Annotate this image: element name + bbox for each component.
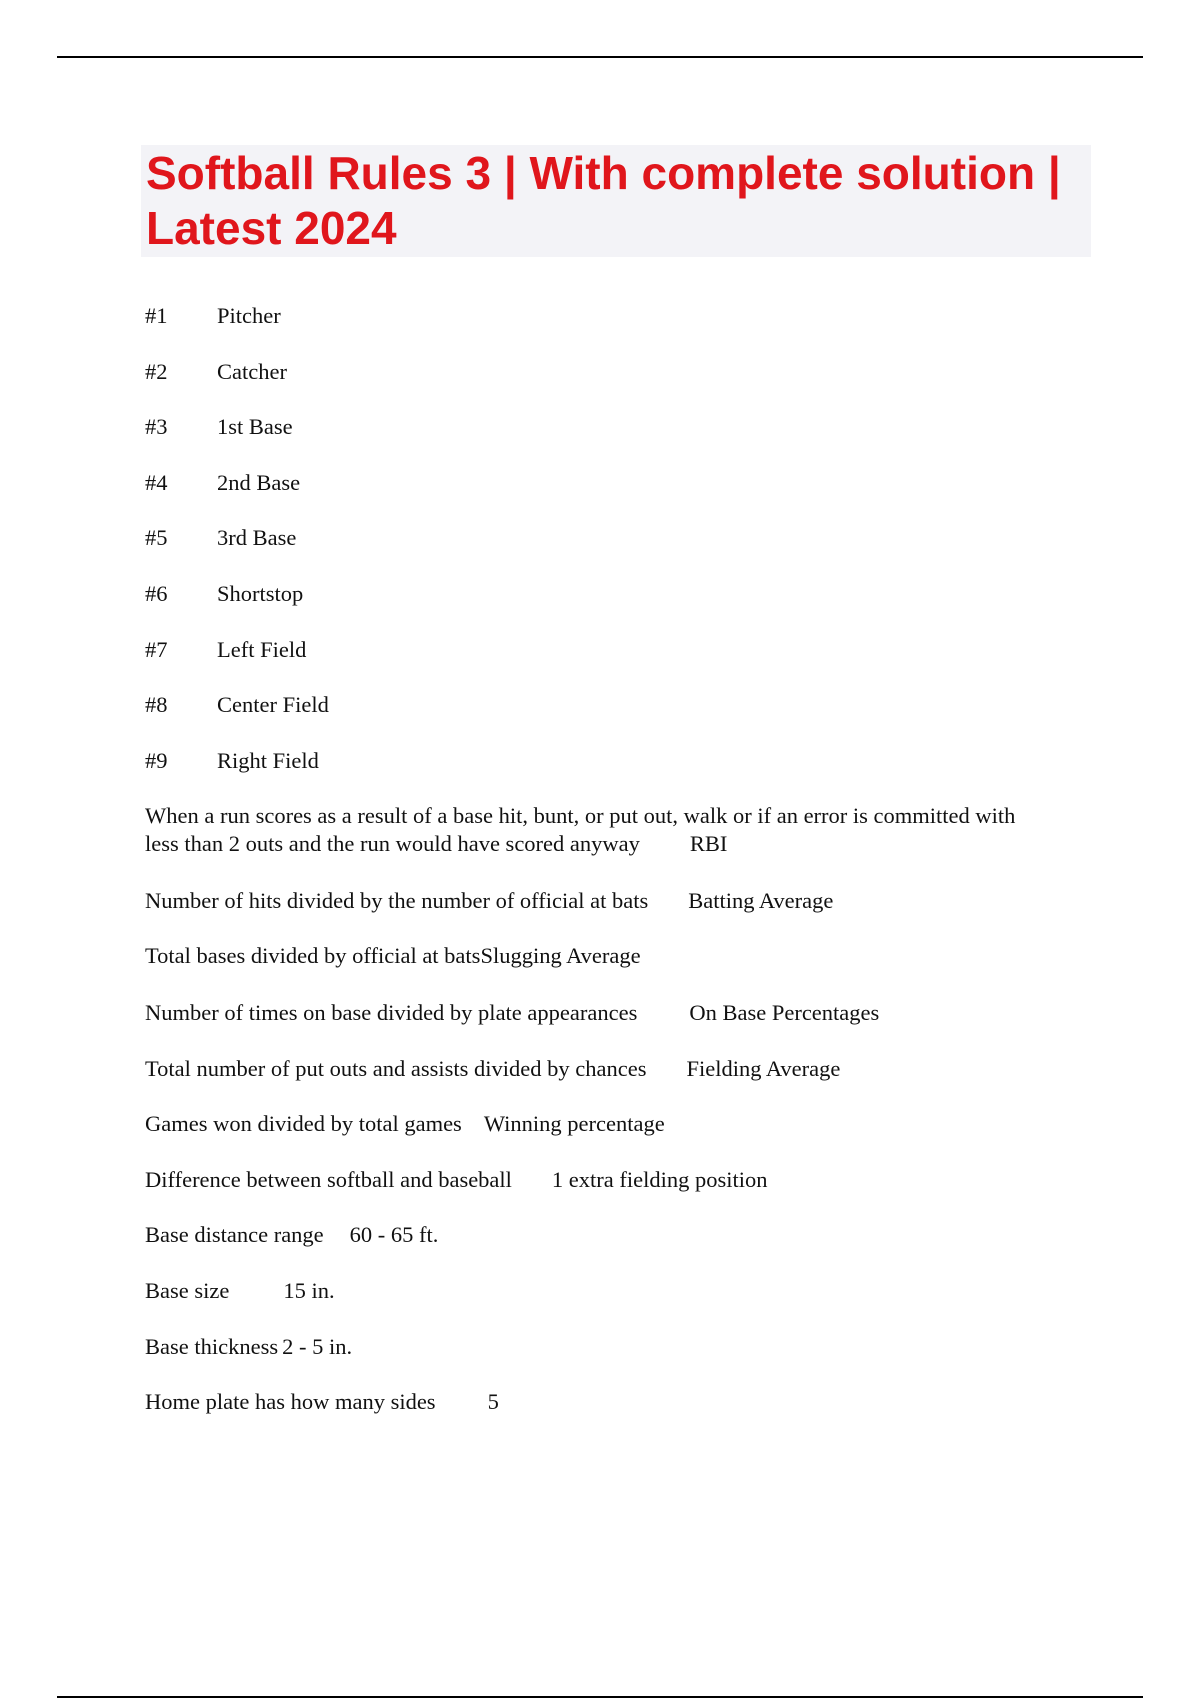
position-number: #5: [145, 525, 168, 550]
position-label: 3rd Base: [217, 525, 297, 550]
qa-item: [145, 1166, 1095, 1194]
qa-answer: Slugging Average: [480, 943, 641, 968]
qa-question: Number of hits divided by the number of official at bats: [145, 888, 649, 913]
qa-item: [145, 999, 1095, 1027]
qa-answer: 5: [487, 1389, 499, 1414]
bottom-rule: [57, 1696, 1143, 1698]
qa-answer: Winning percentage: [483, 1111, 665, 1136]
position-number: #3: [145, 414, 168, 439]
position-item: [145, 302, 281, 330]
top-rule: [57, 56, 1143, 58]
qa-question: Base size: [145, 1278, 230, 1303]
qa-question-line-1: When a run scores as a result of a base hit, bunt, or put out, walk or if an error is committed with: [145, 803, 1016, 828]
qa-answer: 60 - 65 ft.: [349, 1222, 439, 1247]
qa-item: [145, 942, 1095, 970]
qa-question-line-2: less than 2 outs and the run would have scored anyway: [145, 831, 640, 856]
qa-question: Number of times on base divided by plate appearances: [145, 1000, 638, 1025]
qa-question: Total number of put outs and assists divided by chances: [145, 1056, 647, 1081]
position-number: #8: [145, 692, 168, 717]
position-number: #9: [145, 748, 168, 773]
qa-answer: 15 in.: [283, 1278, 335, 1303]
position-label: Right Field: [217, 748, 319, 773]
position-item: [145, 469, 300, 497]
qa-answer: On Base Percentages: [689, 1000, 880, 1025]
qa-answer: Batting Average: [688, 888, 834, 913]
page-title: Softball Rules 3 | With complete solution | Latest 2024: [146, 147, 1061, 254]
qa-item: [145, 1055, 1095, 1083]
position-label: Left Field: [217, 637, 307, 662]
qa-question: Home plate has how many sides: [145, 1389, 436, 1414]
position-item: [145, 691, 329, 719]
qa-item: [145, 802, 1095, 858]
qa-answer: 1 extra fielding position: [551, 1167, 768, 1192]
qa-answer: RBI: [689, 831, 728, 856]
position-number: #4: [145, 470, 168, 495]
position-label: 1st Base: [217, 414, 293, 439]
qa-question: Base distance range: [145, 1222, 324, 1247]
qa-answer: Fielding Average: [686, 1056, 841, 1081]
position-label: 2nd Base: [217, 470, 301, 495]
qa-item: [145, 1277, 1095, 1305]
position-item: [145, 580, 303, 608]
position-item: [145, 413, 293, 441]
position-label: Catcher: [217, 359, 287, 384]
qa-question: Games won divided by total games: [145, 1111, 462, 1136]
qa-answer: 2 - 5 in.: [282, 1334, 353, 1359]
qa-item: [145, 1110, 1095, 1138]
qa-item: [145, 1333, 1095, 1361]
position-number: #7: [145, 637, 168, 662]
qa-item: [145, 887, 1095, 915]
position-number: #2: [145, 359, 168, 384]
position-number: #6: [145, 581, 168, 606]
qa-question: Total bases divided by official at bats: [145, 943, 481, 968]
position-item: [145, 358, 287, 386]
position-label: Shortstop: [217, 581, 304, 606]
qa-item: [145, 1388, 1095, 1416]
qa-question: Base thickness: [145, 1334, 279, 1359]
position-label: Pitcher: [217, 303, 281, 328]
position-item: [145, 636, 306, 664]
qa-item: [145, 1221, 1095, 1249]
position-item: [145, 747, 319, 775]
position-item: [145, 524, 296, 552]
qa-question: Difference between softball and baseball: [145, 1167, 512, 1192]
position-label: Center Field: [217, 692, 329, 717]
position-number: #1: [145, 303, 168, 328]
